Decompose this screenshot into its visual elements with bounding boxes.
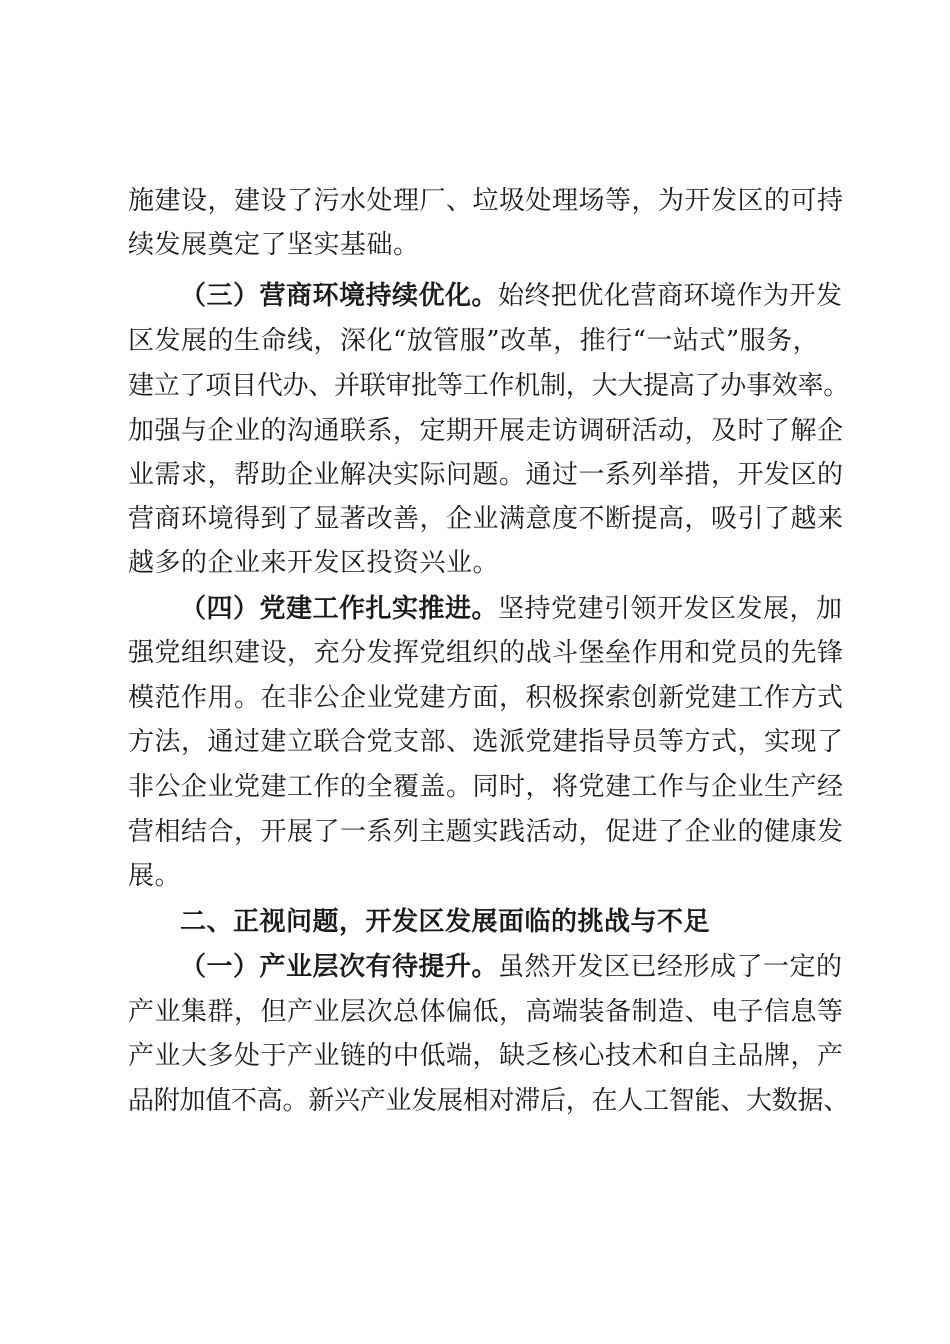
- body-line: 非公企业党建工作的全覆盖。同时，将党建工作与企业生产经: [128, 772, 844, 802]
- body-line: 强党组织建设，充分发挥党组织的战斗堡垒作用和党员的先锋: [128, 638, 844, 668]
- paragraph-text: 坚持党建引领开发区发展，加: [498, 594, 843, 624]
- body-line: 施建设，建设了污水处理厂、垃圾处理场等，为开发区的可持: [128, 186, 844, 216]
- body-line: 方法，通过建立联合党支部、选派党建指导员等方式，实现了: [128, 727, 844, 757]
- body-line: 建立了项目代办、并联审批等工作机制，大大提高了办事效率。: [128, 371, 850, 401]
- body-line: 品附加值不高。新兴产业发展相对滞后，在人工智能、大数据、: [128, 1086, 850, 1116]
- body-line: 区发展的生命线，深化“放管服”改革，推行“一站式”服务，: [128, 326, 820, 356]
- paragraph-first-line: [180, 945, 843, 989]
- paragraph-first-line: [180, 274, 843, 318]
- paragraph-text: 始终把优化营商环境作为开发: [498, 281, 843, 311]
- body-line: 业需求，帮助企业解决实际问题。通过一系列举措，开发区的: [128, 460, 844, 490]
- body-line: 续发展奠定了坚实基础。: [128, 230, 420, 260]
- paragraph-text: 虽然开发区已经形成了一定的: [498, 952, 843, 982]
- body-line: 越多的企业来开发区投资兴业。: [128, 548, 500, 578]
- body-line: 模范作用。在非公企业党建方面，积极探索创新党建工作方式: [128, 683, 844, 713]
- body-line: 营商环境得到了显著改善，企业满意度不断提高，吸引了越来: [128, 504, 844, 534]
- subsection-heading: （三）营商环境持续优化。: [180, 281, 499, 311]
- subsection-heading: （四）党建工作扎实推进。: [180, 594, 499, 624]
- body-line: 加强与企业的沟通联系，定期开展走访调研活动，及时了解企: [128, 416, 844, 446]
- body-line: 展。: [128, 861, 182, 891]
- body-line: 产业集群，但产业层次总体偏低，高端装备制造、电子信息等: [128, 997, 844, 1027]
- section-heading: 二、正视问题，开发区发展面临的挑战与不足: [180, 907, 711, 937]
- paragraph-first-line: [180, 587, 843, 631]
- body-line: 营相结合，开展了一系列主题实践活动，促进了企业的健康发: [128, 817, 844, 847]
- subsection-heading: （一）产业层次有待提升。: [180, 952, 499, 982]
- body-line: 产业大多处于产业链的中低端，缺乏核心技术和自主品牌，产: [128, 1041, 844, 1071]
